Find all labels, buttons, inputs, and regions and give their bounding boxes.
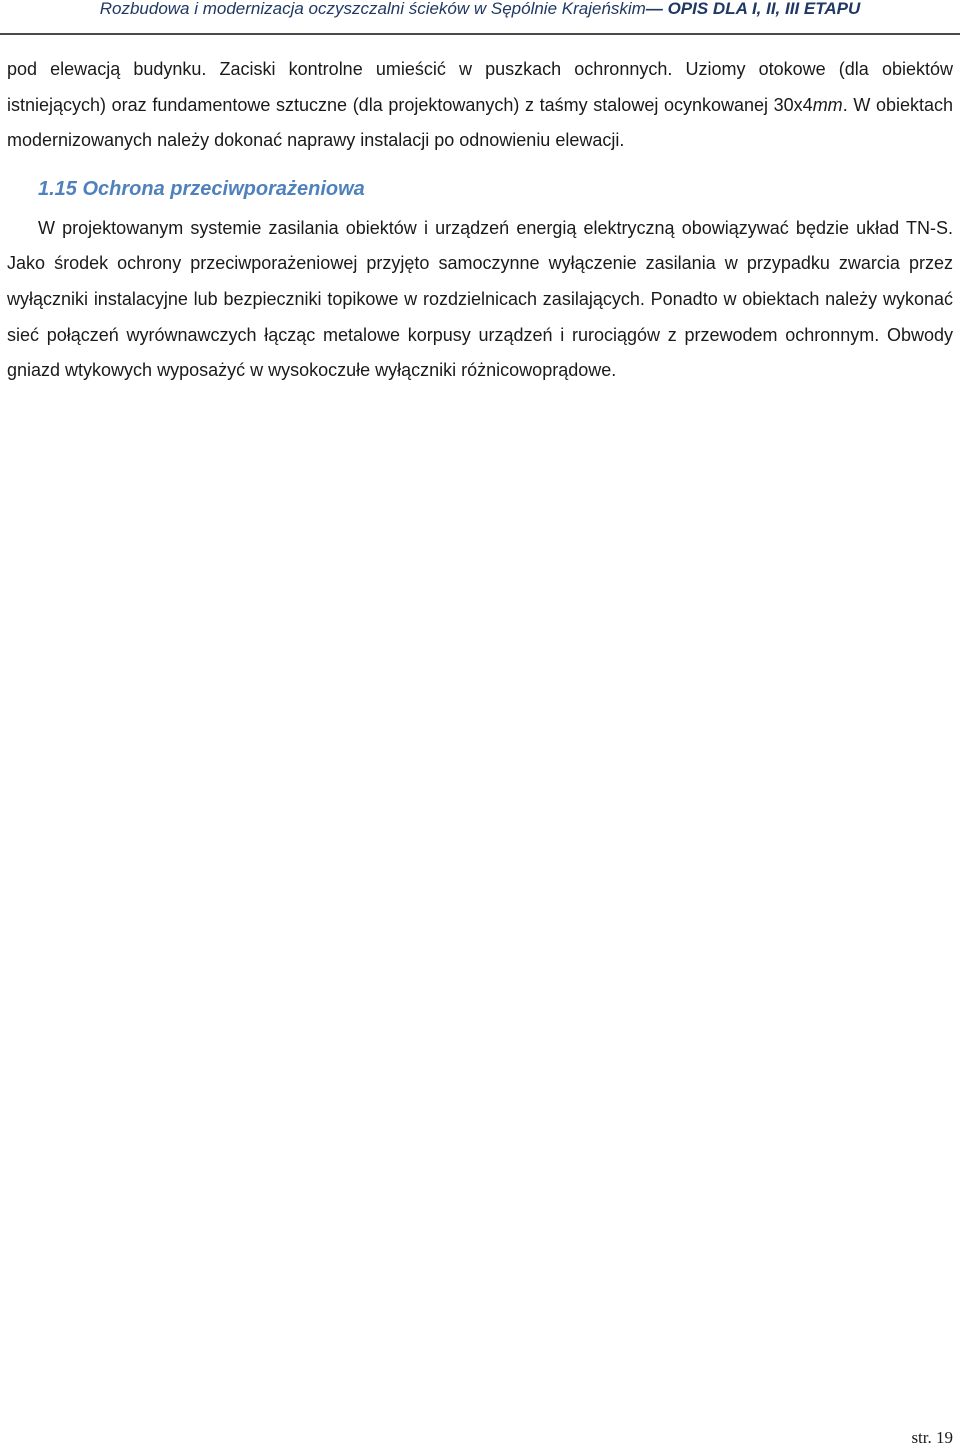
paragraph-grounding-text-2: . W obiektach modernizowanych należy dokonać naprawy instalacji po odnowieniu elewacji.	[7, 94, 953, 151]
header-divider	[0, 33, 960, 35]
unit-mm: mm	[812, 94, 843, 115]
section-heading: 1.15 Ochrona przeciwporażeniowa	[38, 177, 365, 200]
page-header	[0, 0, 960, 30]
header-title-bold: — OPIS DLA I, II, III ETAPU	[645, 0, 861, 18]
paragraph-shock-protection: W projektowanym systemie zasilania obiektów i urządzeń energią elektryczną obowiązywać będzie układ TN-S. Jako środek ochrony przeciwporażeniowej przyjęto samoczynne wyłączenie zasilania w przypadku zwarcia przez wyłączniki instalacyjne lub bezpieczniki topikowe w rozdzielnicach zasilających. Ponadto w obiektach należy wykonać sieć połączeń wyrównawczych łącząc metalowe korpusy urządzeń i rurociągów z przewodem ochronnym. Obwody gniazd wtykowych wyposażyć w wysokoczułe wyłączniki różnicowoprądowe.	[7, 217, 953, 381]
page-number: str. 19	[911, 1428, 953, 1447]
header-title-regular: Rozbudowa i modernizacja oczyszczalni ścieków w Sępólnie Krajeńskim	[99, 0, 646, 18]
paragraph-grounding-text-1: pod elewacją budynku. Zaciski kontrolne umieścić w puszkach ochronnych. Uziomy otokowe (dla obiektów istniejących) oraz fundamentowe sztuczne (dla projektowanych) z taśmy stalowej ocynkowanej 30x4	[7, 59, 953, 115]
paragraph-grounding	[7, 52, 953, 159]
document-body	[7, 52, 953, 389]
